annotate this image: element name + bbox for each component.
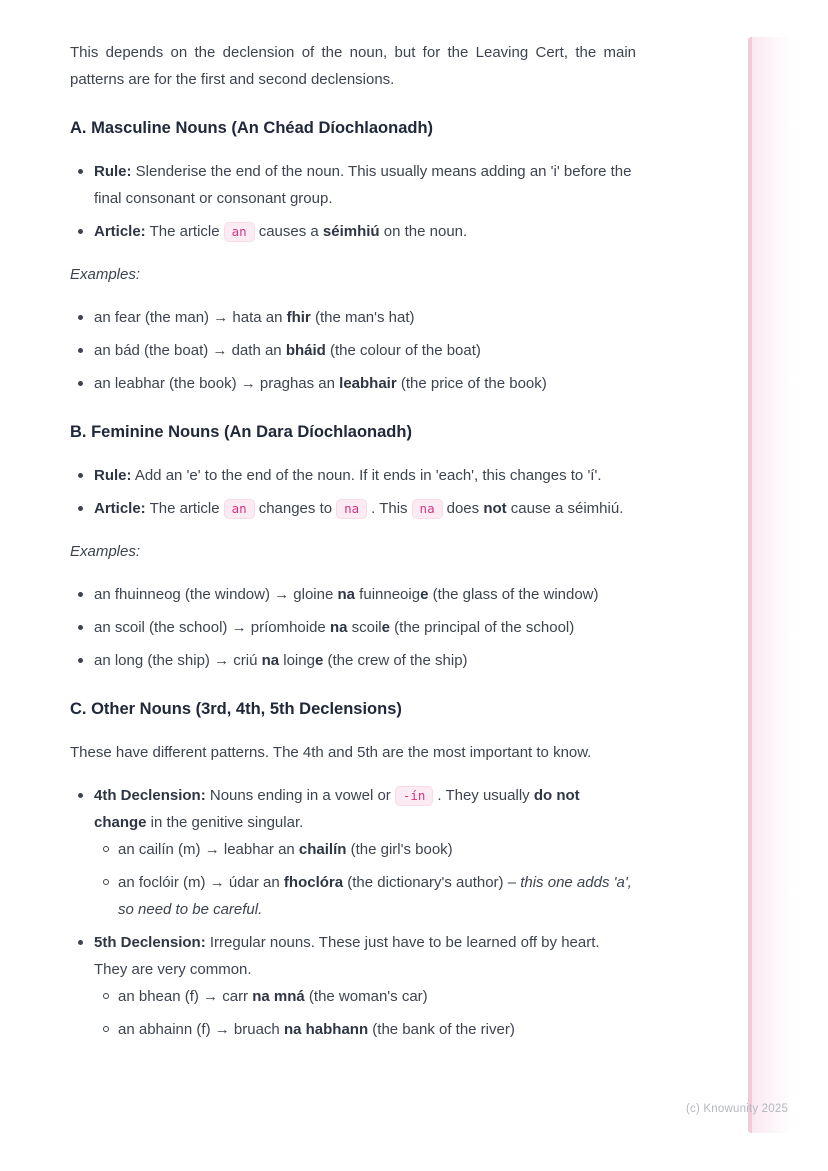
text-run: Article: — [94, 223, 146, 240]
paragraph — [70, 538, 636, 565]
text-run: an cailín (m) → leabhar an — [118, 841, 299, 858]
text-run: fhoclóra — [283, 874, 344, 891]
sub-list-item — [94, 836, 636, 863]
text-run: fuinneoig — [355, 586, 421, 603]
list-item — [70, 614, 636, 641]
text-run: (the colour of the boat) — [325, 342, 481, 359]
text-run: (the price of the book) — [396, 375, 547, 392]
text-run: . They usually — [437, 787, 534, 804]
text-run: an scoil (the school) → príomhoide — [94, 619, 330, 636]
text-run: do not change — [94, 787, 580, 831]
text-run: (the dictionary's author) – — [343, 874, 521, 891]
paragraph — [70, 739, 636, 766]
sub-list — [94, 836, 636, 923]
paragraph — [70, 39, 636, 93]
text-run: Irregular nouns. These just have to be learned off by heart. They are very common. — [94, 934, 600, 978]
text-run: na — [261, 652, 280, 669]
text-run: (the woman's car) — [304, 988, 428, 1005]
inline-code-badge: an — [224, 222, 255, 242]
text-run: These have different patterns. The 4th and 5th are the most important to know. — [70, 744, 592, 761]
text-run: bháid — [285, 342, 326, 359]
list-item — [70, 495, 636, 522]
list-item — [70, 581, 636, 608]
text-run: Slenderise the end of the noun. This usually means adding an 'i' before the final consonant or consonant group. — [94, 163, 632, 207]
list-item — [70, 929, 636, 1043]
inline-code-badge: -ín — [395, 786, 434, 806]
text-run: Examples: — [70, 543, 141, 560]
list-item — [70, 337, 636, 364]
text-run: Rule: — [94, 163, 132, 180]
text-run: causes a — [258, 223, 323, 240]
text-run: e — [420, 586, 429, 603]
text-run: this one adds 'a', so need to be careful. — [118, 874, 632, 918]
text-run: na — [329, 619, 348, 636]
inline-code-badge: na — [412, 499, 443, 519]
text-run: in the genitive singular. — [146, 814, 304, 831]
sub-list — [94, 983, 636, 1043]
text-run: Examples: — [70, 266, 141, 283]
text-run: e — [314, 652, 324, 669]
sub-list-item — [94, 983, 636, 1010]
sub-list-item — [94, 869, 636, 923]
sub-list-item — [94, 1016, 636, 1043]
text-run: B. Feminine Nouns (An Dara Díochlaonadh) — [70, 423, 412, 441]
bullet-list — [70, 158, 636, 245]
text-run: (the man's hat) — [310, 309, 415, 326]
section-heading — [70, 696, 636, 723]
text-run: an bhean (f) → carr — [118, 988, 253, 1005]
text-run: scoil — [347, 619, 382, 636]
text-run: This depends on the declension of the noun, but for the Leaving Cert, the main patterns are for the first and second declensions. — [70, 44, 636, 88]
text-run: na — [337, 586, 356, 603]
section-heading — [70, 115, 636, 142]
text-run: (the crew of the ship) — [323, 652, 468, 669]
text-run: an long (the ship) → criú — [94, 652, 262, 669]
text-run: fhir — [286, 309, 311, 326]
text-run: séimhiú — [322, 223, 380, 240]
list-item — [70, 370, 636, 397]
list-item — [70, 218, 636, 245]
text-run: Nouns ending in a vowel or — [205, 787, 391, 804]
text-run: Add an 'e' to the end of the noun. If it ends in 'each', this changes to 'í'. — [131, 467, 602, 484]
text-run: changes to — [258, 500, 333, 517]
document-content — [70, 39, 636, 1059]
text-run: leabhair — [339, 375, 397, 392]
text-run: an fhuinneog (the window) → gloine — [94, 586, 338, 603]
text-run: an leabhar (the book) → praghas an — [94, 375, 340, 392]
text-run: na habhann — [283, 1021, 369, 1038]
bullet-list — [70, 782, 636, 1043]
highlight-stripe — [748, 37, 790, 1133]
inline-code-badge: an — [224, 499, 255, 519]
bullet-list — [70, 581, 636, 674]
text-run: . This — [371, 500, 408, 517]
text-run: on the noun. — [379, 223, 468, 240]
bullet-list — [70, 462, 636, 522]
text-run: na mná — [252, 988, 305, 1005]
inline-code-badge: na — [336, 499, 367, 519]
text-run: an foclóir (m) → údar an — [118, 874, 284, 891]
text-run: The article — [145, 223, 220, 240]
text-run: Article: — [94, 500, 146, 517]
text-run: chailín — [298, 841, 347, 858]
text-run: e — [381, 619, 390, 636]
list-item — [70, 304, 636, 331]
text-run: an bád (the boat) → dath an — [94, 342, 286, 359]
text-run: an fear (the man) → hata an — [94, 309, 287, 326]
text-run: The article — [145, 500, 220, 517]
text-run: 4th Declension: — [94, 787, 206, 804]
bullet-list — [70, 304, 636, 397]
text-run: loing — [279, 652, 315, 669]
text-run: Rule: — [94, 467, 132, 484]
text-run: (the girl's book) — [346, 841, 453, 858]
section-heading — [70, 419, 636, 446]
text-run: A. Masculine Nouns (An Chéad Díochlaonadh) — [70, 119, 434, 137]
paragraph — [70, 261, 636, 288]
text-run: does — [446, 500, 484, 517]
text-run: 5th Declension: — [94, 934, 206, 951]
text-run: an abhainn (f) → bruach — [118, 1021, 284, 1038]
watermark: (c) Knowunity 2025 — [686, 1103, 789, 1115]
list-item — [70, 462, 636, 489]
text-run: C. Other Nouns (3rd, 4th, 5th Declensions) — [70, 700, 402, 718]
list-item — [70, 647, 636, 674]
text-run: (the principal of the school) — [390, 619, 575, 636]
text-run: not — [483, 500, 507, 517]
list-item — [70, 782, 636, 923]
text-run: (the bank of the river) — [368, 1021, 515, 1038]
list-item — [70, 158, 636, 212]
text-run: cause a séimhiú. — [506, 500, 624, 517]
text-run: (the glass of the window) — [428, 586, 599, 603]
